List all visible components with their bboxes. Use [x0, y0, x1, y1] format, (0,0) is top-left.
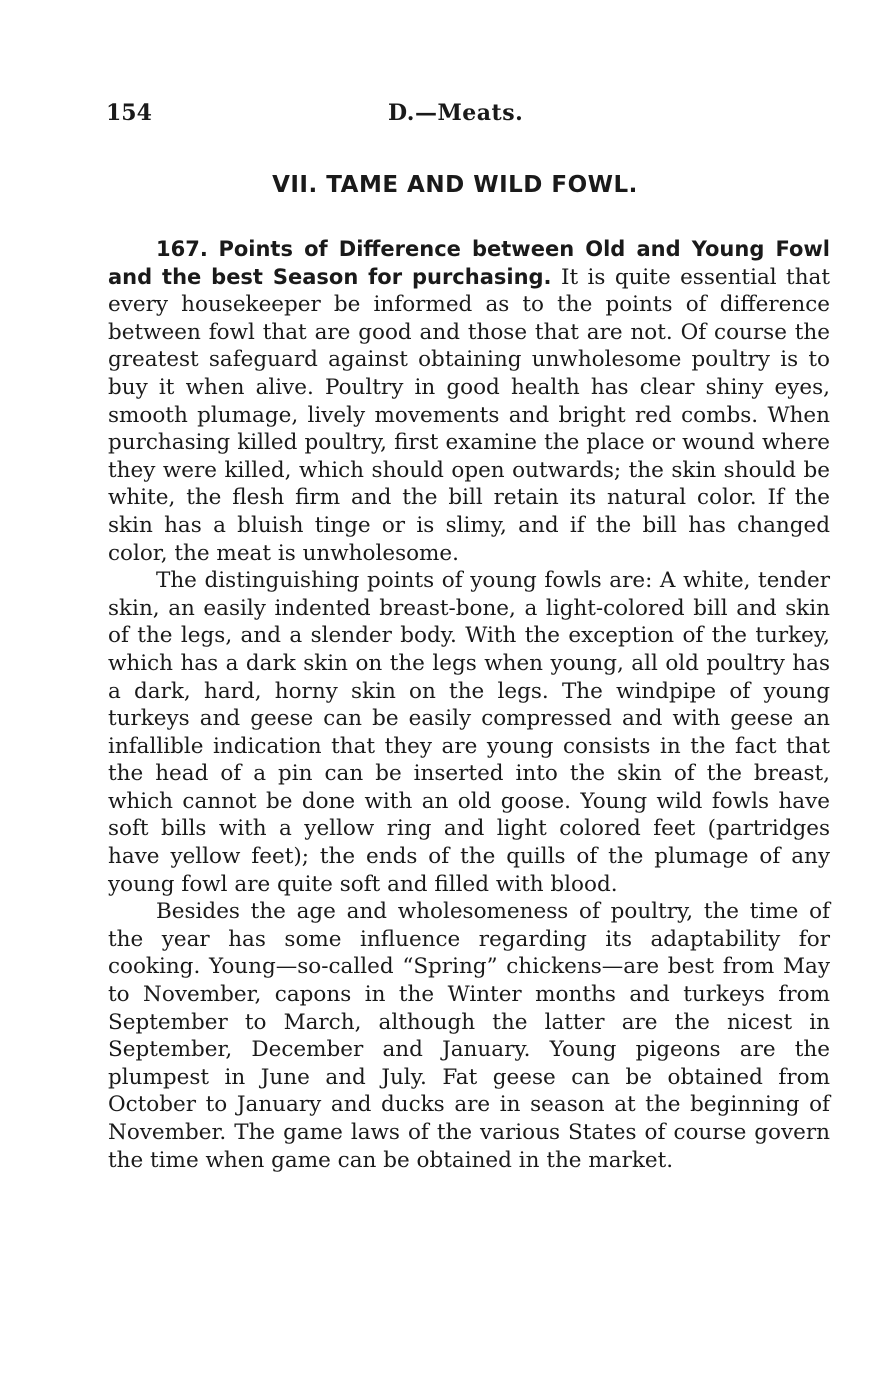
paragraph-167 [108, 236, 830, 567]
page-number: 154 [106, 100, 152, 126]
running-title: D.—Meats. [388, 100, 524, 126]
paragraph-number: 167. [156, 237, 208, 261]
paragraph-seasons: Besides the age and wholesomeness of poultry, the time of the year has some influence regarding its adaptability for cooking. Young—so-called “Spring” chickens—are best from May to November, capons in the Winter months and turkeys from September to March, although the latter are the nicest in September, December and January. Young pigeons are the plumpest in June and July. Fat geese can be obtained from October to January and ducks are in season at the beginning of November. The game laws of the various States of course govern the time when game can be obtained in the market. [108, 899, 830, 1173]
running-head [106, 100, 766, 136]
section-heading: VII. TAME AND WILD FOWL. [272, 172, 638, 198]
paragraph-young-fowls: The distinguishing points of young fowls are: A white, tender skin, an easily indented breast-bone, a light-colored bill and skin of the legs, and a slender body. With the exception of the turkey, which has a dark skin on the legs when young, all old poultry has a dark, hard, horny skin on the legs. The windpipe of young turkeys and geese can be easily compressed and with geese an infallible indication that they are young consists in the fact that the head of a pin can be inserted into the skin of the breast, which cannot be done with an old goose. Young wild fowls have soft bills with a yellow ring and light colored feet (partridges have yellow feet); the ends of the quills of the plumage of any young fowl are quite soft and filled with blood. [108, 568, 830, 897]
paragraph-text: It is quite essential that every housekeeper be informed as to the points of difference between fowl that are good and those that are not. Of course the greatest safeguard against obtaining unwholesome poultry is to buy it when alive. Poultry in good health has clear shiny eyes, smooth plumage, lively movements and bright red combs. When purchasing killed poultry, first examine the place or wound where they were killed, which should open outwards; the skin should be white, the flesh firm and the bill retain its natural color. If the skin has a bluish tinge or is slimy, and if the bill has changed color, the meat is unwholesome. [108, 264, 830, 566]
paragraph-heading: Points of Difference between Old and Young Fowl and the best Season for purchasing. [108, 237, 830, 289]
body-text [108, 236, 830, 1174]
